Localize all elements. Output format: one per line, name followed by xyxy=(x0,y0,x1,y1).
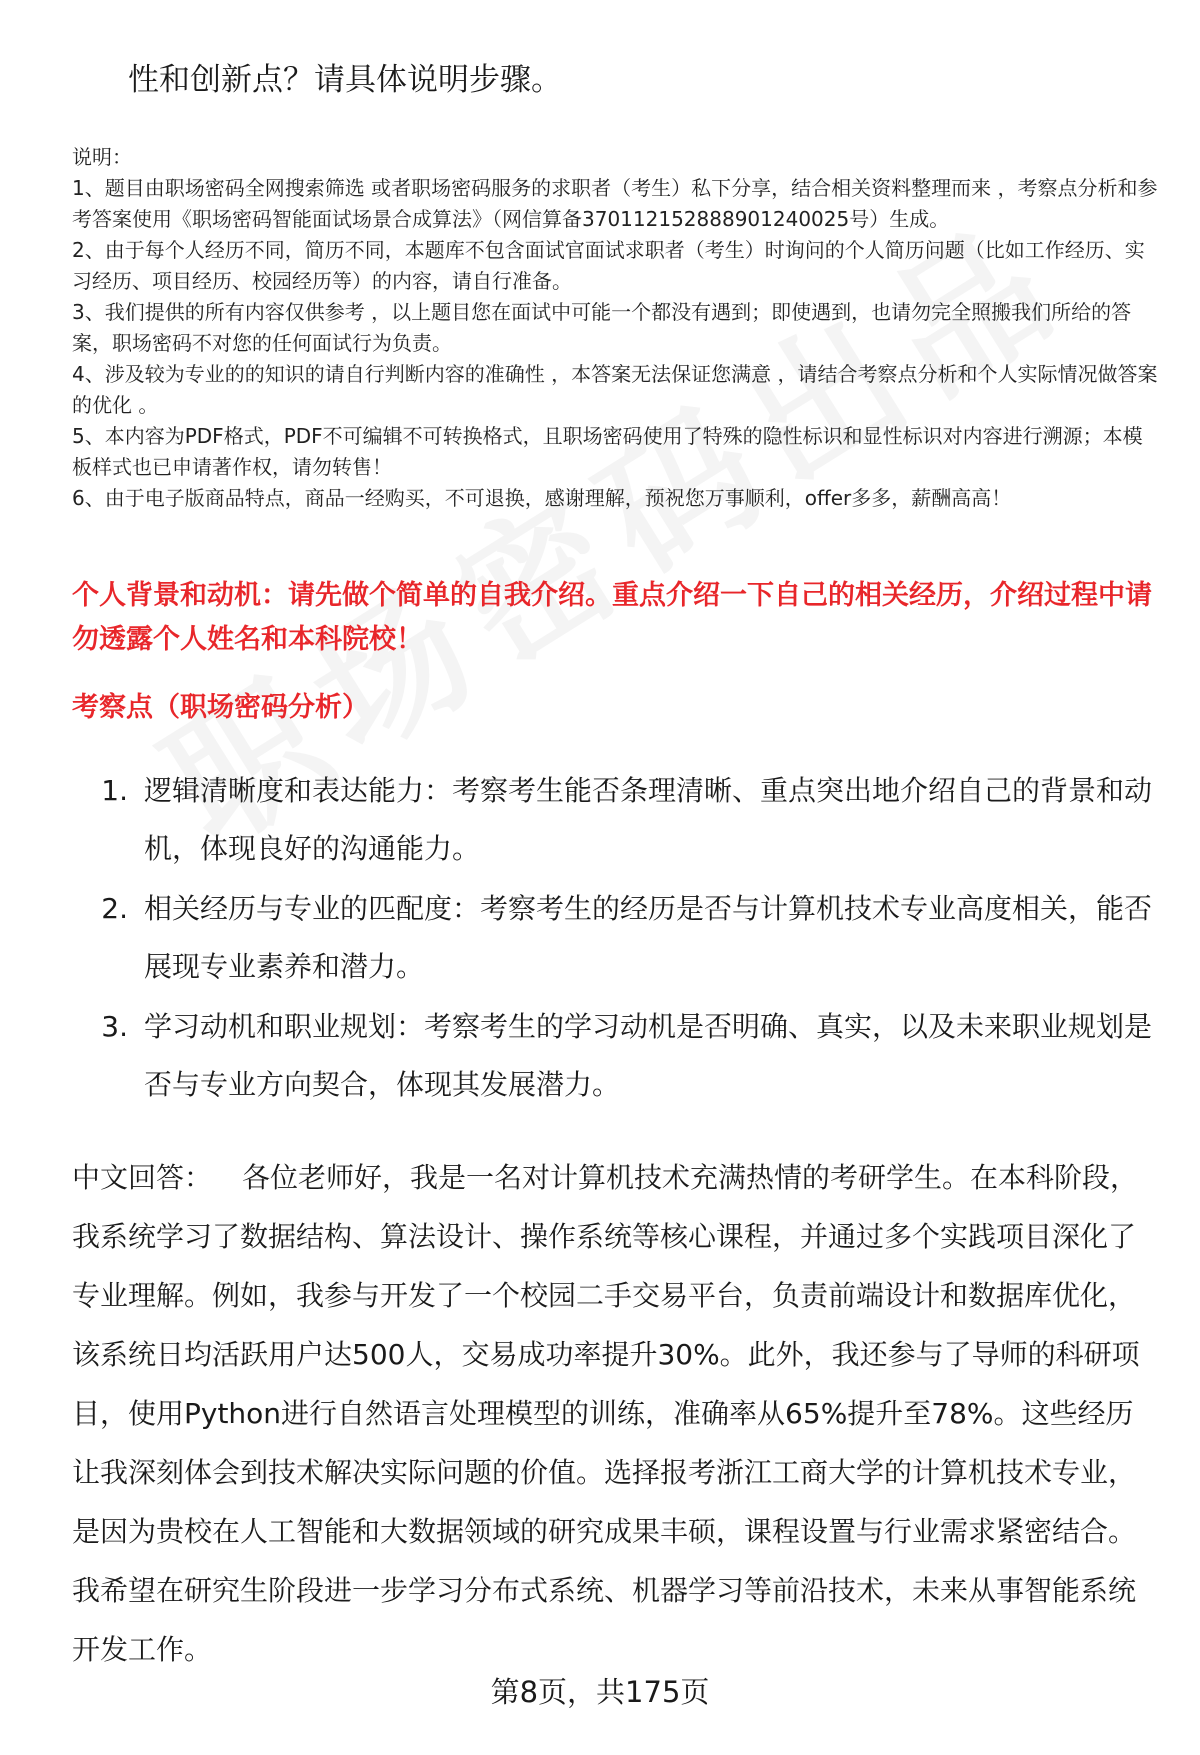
list-item xyxy=(72,880,1152,996)
list-item xyxy=(72,998,1152,1114)
notes-block xyxy=(72,142,1160,514)
question-heading: 个人背景和动机：请先做个简单的自我介绍。重点介绍一下自己的相关经历，介绍过程中请勿透露个人姓名和本科院校！ xyxy=(72,580,1152,655)
note-item-6: 6、由于电子版商品特点，商品一经购买，不可退换，感谢理解，预祝您万事顺利，offer多多，薪酬高高！ xyxy=(72,486,1012,510)
note-item-5: 5、本内容为PDF格式，PDF不可编辑不可转换格式，且职场密码使用了特殊的隐性标识和显性标识对内容进行溯源；本模板样式也已申请著作权，请勿转售！ xyxy=(72,424,1143,479)
note-item-4: 4、涉及较为专业的的知识的请自行判断内容的准确性 ，本答案无法保证您满意 ，请结合考察点分析和个人实际情况做答案的优化 。 xyxy=(72,362,1158,417)
question-continuation: 性和创新点？请具体说明步骤。 xyxy=(128,62,562,98)
page-number: 第8页，共175页 xyxy=(490,1675,710,1709)
notes-title: 说明： xyxy=(72,145,132,169)
answer-label: 中文回答： xyxy=(72,1161,213,1194)
note-item-2: 2、由于每个人经历不同，简历不同，本题库不包含面试官面试求职者（考生）时询问的个人简历问题（比如工作经历、实习经历、项目经历、校园经历等）的内容，请自行准备。 xyxy=(72,238,1145,293)
answer-paragraph xyxy=(72,1148,1152,1679)
note-item-3: 3、我们提供的所有内容仅供参考 ，以上题目您在面试中可能一个都没有遇到；即使遇到，也请勿完全照搬我们所给的答案，职场密码不对您的任何面试行为负责。 xyxy=(72,300,1132,355)
list-item xyxy=(72,762,1152,878)
answer-text: 各位老师好，我是一名对计算机技术充满热情的考研学生。在本科阶段，我系统学习了数据结构、算法设计、操作系统等核心课程，并通过多个实践项目深化了专业理解。例如，我参与开发了一个校园二手交易平台，负责前端设计和数据库优化，该系统日均活跃用户达500人，交易成功率提升30%。此外，我还参与了导师的科研项目，使用Python进行自然语言处理模型的训练，准确率从65%提升至78%。这些经历让我深刻体会到技术解决实际问题的价值。选择报考浙江工商大学的计算机技术专业，是因为贵校在人工智能和大数据领域的研究成果丰硕，课程设置与行业需求紧密结合。我希望在研究生阶段进一步学习分布式系统、机器学习等前沿技术，未来从事智能系统开发工作。 xyxy=(72,1161,1140,1666)
list-number: 3. xyxy=(101,1010,128,1043)
list-text: 逻辑清晰度和表达能力：考察考生能否条理清晰、重点突出地介绍自己的背景和动机，体现良好的沟通能力。 xyxy=(144,774,1153,865)
analysis-points xyxy=(72,762,1152,1116)
note-item-1: 1、题目由职场密码全网搜索筛选 或者职场密码服务的求职者（考生）私下分享，结合相关资料整理而来 ，考察点分析和参考答案使用《职场密码智能面试场景合成算法》（网信算备370112152888901240025号）生成。 xyxy=(72,176,1158,231)
list-text: 学习动机和职业规划：考察考生的学习动机是否明确、真实，以及未来职业规划是否与专业方向契合，体现其发展潜力。 xyxy=(144,1010,1153,1101)
list-text: 相关经历与专业的匹配度：考察考生的经历是否与计算机技术专业高度相关，能否展现专业素养和潜力。 xyxy=(144,892,1153,983)
list-number: 1. xyxy=(101,774,128,807)
analysis-title: 考察点（职场密码分析） xyxy=(72,692,369,723)
list-number: 2. xyxy=(101,892,128,925)
